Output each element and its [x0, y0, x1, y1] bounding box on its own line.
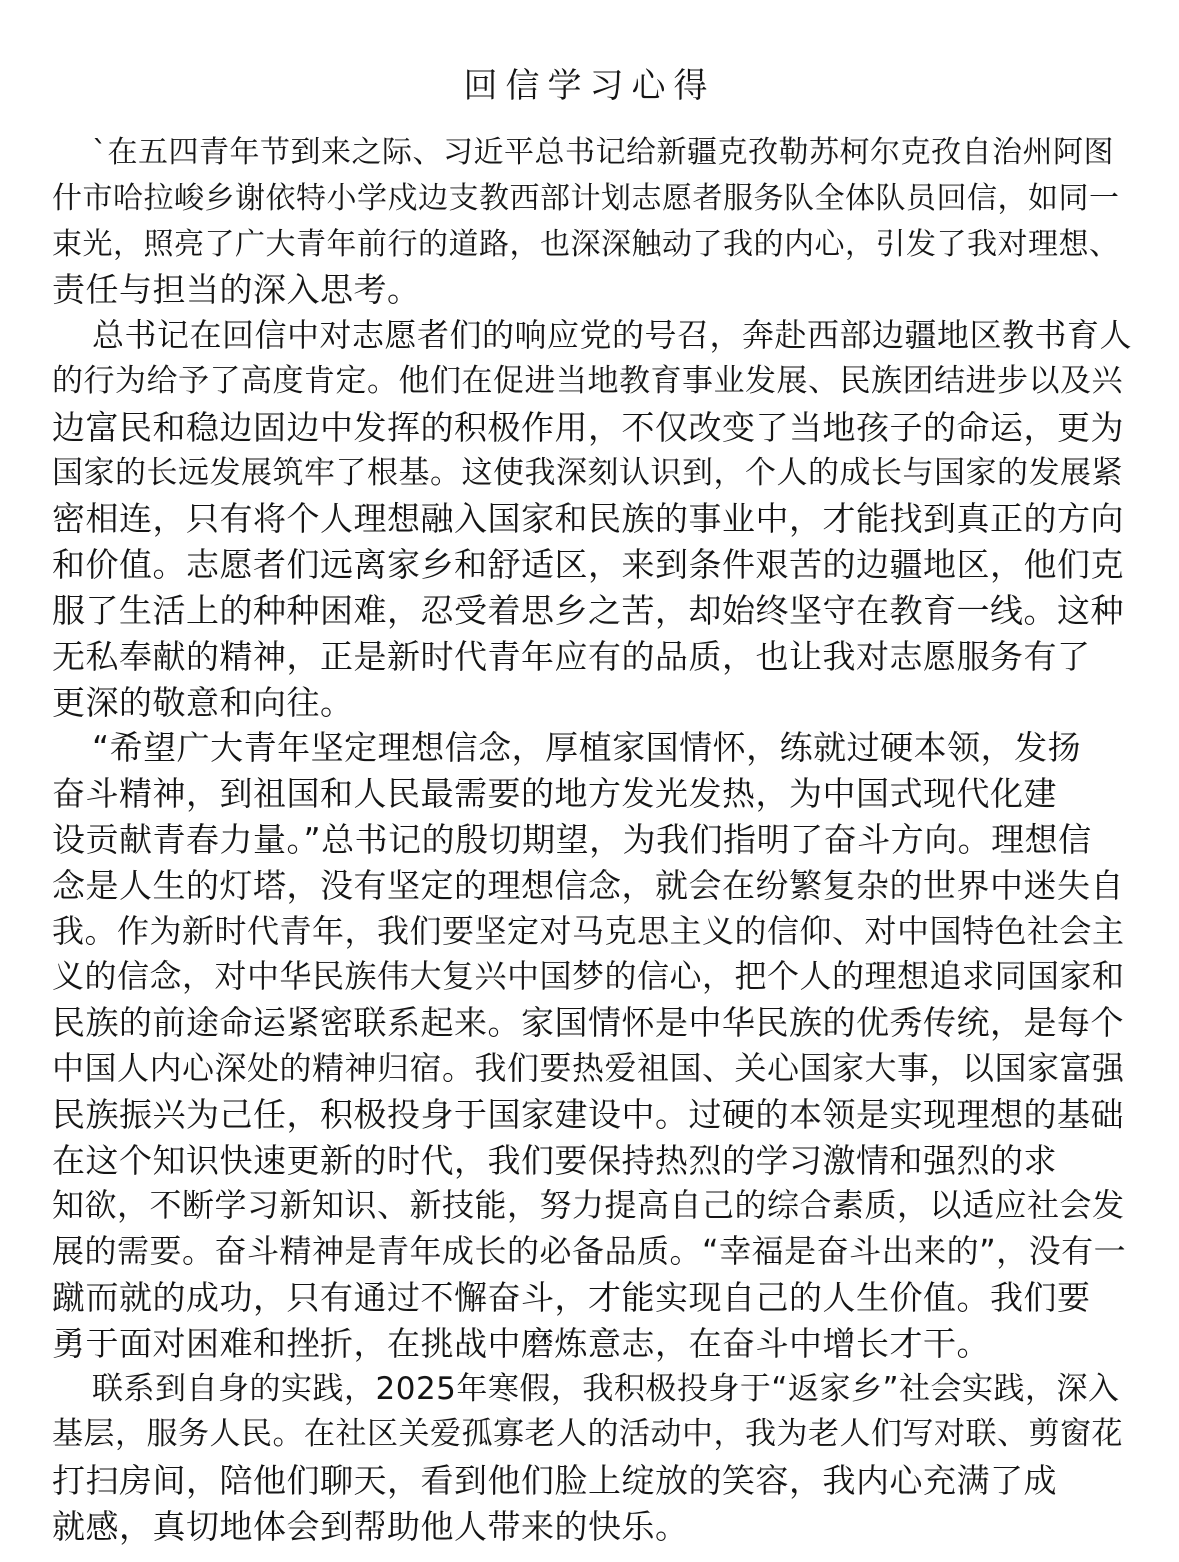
- text-line: 就感，真切地体会到帮助他人带来的快乐。: [52, 1506, 689, 1546]
- text-line: 设贡献青春力量。”总书记的殷切期望，为我们指明了奋斗方向。理想信: [52, 819, 1092, 859]
- text-line: `在五四青年节到来之际、习近平总书记给新疆克孜勒苏柯尔克孜自治州阿图: [92, 135, 1114, 170]
- text-line: 的行为给予了高度肯定。他们在促进当地教育事业发展、民族团结进步以及兴: [52, 362, 1123, 399]
- text-line: 奋斗精神，到祖国和人民最需要的地方发光发热，为中国式现代化建: [52, 774, 1057, 814]
- text-line: 在这个知识快速更新的时代，我们要保持热烈的学习激情和强烈的求: [52, 1140, 1057, 1180]
- text-line: 蹴而就的成功，只有通过不懈奋斗，才能实现自己的人生价值。我们要: [52, 1277, 1091, 1317]
- text-line: 展的需要。奋斗精神是青年成长的必备品质。“幸福是奋斗出来的”，没有一: [52, 1232, 1127, 1271]
- text-line: 密相连，只有将个人理想融入国家和民族的事业中，才能找到真正的方向: [52, 499, 1124, 539]
- text-line: 和价值。志愿者们远离家乡和舒适区，来到条件艰苦的边疆地区，他们克: [52, 545, 1124, 585]
- text-line: 义的信念，对中华民族伟大复兴中国梦的信心，把个人的理想追求同国家和: [52, 957, 1125, 996]
- text-line: 知欲，不断学习新知识、新技能，努力提高自己的综合素质，以适应社会发: [52, 1186, 1125, 1225]
- text-line: 勇于面对困难和挫折，在挑战中磨炼意志，在奋斗中增长才干。: [52, 1323, 990, 1363]
- text-line: 责任与担当的深入思考。: [52, 270, 421, 310]
- text-line: 联系到自身的实践，2025年寒假，我积极投身于“返家乡”社会实践，深入: [92, 1370, 1120, 1407]
- text-line: 民族的前途命运紧密联系起来。家国情怀是中华民族的优秀传统，是每个: [52, 1003, 1124, 1043]
- text-line: 束光，照亮了广大青年前行的道路，也深深触动了我的内心，引发了我对理想、: [52, 226, 1120, 262]
- essay-body: [52, 130, 1137, 1550]
- text-line: 什市哈拉峻乡谢依特小学戍边支教西部计划志愿者服务队全体队员回信，如同一: [52, 180, 1120, 216]
- page-title: 回信学习心得: [463, 66, 716, 106]
- text-line: 民族振兴为己任，积极投身于国家建设中。过硬的本领是实现理想的基础: [52, 1094, 1124, 1134]
- text-line: 国家的长远发展筑牢了根基。这使我深刻认识到，个人的成长与国家的发展紧: [52, 454, 1123, 491]
- text-line: 服了生活上的种种困难，忍受着思乡之苦，却始终坚守在教育一线。这种: [52, 590, 1124, 630]
- text-line: 无私奉献的精神，正是新时代青年应有的品质，也让我对志愿服务有了: [52, 636, 1091, 676]
- text-line: “希望广大青年坚定理想信念，厚植家国情怀，练就过硬本领，发扬: [92, 728, 1082, 768]
- text-line: 总书记在回信中对志愿者们的响应党的号召，奔赴西部边疆地区教书育人: [92, 316, 1133, 355]
- text-line: 边富民和稳边固边中发挥的积极作用，不仅改变了当地孩子的命运，更为: [52, 407, 1124, 447]
- text-line: 基层，服务人民。在社区关爱孤寡老人的活动中，我为老人们写对联、剪窗花: [52, 1416, 1123, 1453]
- text-line: 中国人内心深处的精神归宿。我们要热爱祖国、关心国家大事，以国家富强: [52, 1048, 1125, 1087]
- text-line: 更深的敬意和向往。: [52, 682, 354, 722]
- text-line: 打扫房间，陪他们聊天，看到他们脸上绽放的笑容，我内心充满了成: [52, 1461, 1057, 1501]
- text-line: 念是人生的灯塔，没有坚定的理想信念，就会在纷繁复杂的世界中迷失自: [52, 865, 1124, 905]
- text-line: 我。作为新时代青年，我们要坚定对马克思主义的信仰、对中国特色社会主: [52, 911, 1125, 950]
